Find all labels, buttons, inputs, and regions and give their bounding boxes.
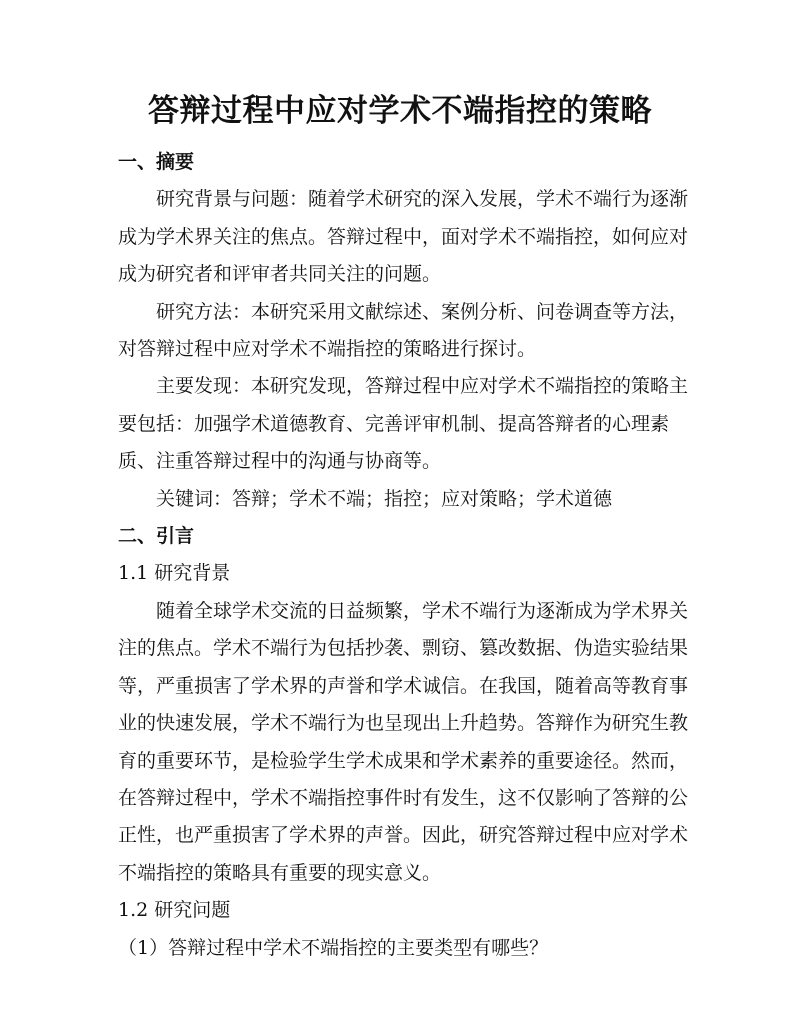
abstract-method-paragraph: 研究方法：本研究采用文献综述、案例分析、问卷调查等方法，对答辩过程中应对学术不端指控的策略进行探讨。 [118,300,689,361]
abstract-heading: 一、摘要 [118,151,195,173]
background-subheading: 1.1 研究背景 [118,562,231,585]
keywords-line: 关键词：答辩；学术不端；指控；应对策略；学术道德 [156,487,613,510]
question-subheading: 1.2 研究问题 [118,899,231,922]
background-paragraph: 随着全球学术交流的日益频繁，学术不端行为逐渐成为学术界关注的焦点。学术不端行为包括抄袭、剽窃、篡改数据、伪造实验结果等，严重损害了学术界的声誉和学术诚信。在我国，随着高等教育事业的快速发展，学术不端行为也呈现出上升趋势。答辩作为研究生教育的重要环节，是检验学生学术成果和学术素养的重要途径。然而，在答辩过程中，学术不端指控事件时有发生，这不仅影响了答辩的公正性，也严重损害了学术界的声誉。因此，研究答辩过程中应对学术不端指控的策略具有重要的现实意义。 [118,599,689,884]
document-body [118,144,690,967]
abstract-findings-paragraph: 主要发现：本研究发现，答辩过程中应对学术不端指控的策略主要包括：加强学术道德教育、完善评审机制、提高答辩者的心理素质、注重答辩过程中的沟通与协商等。 [118,375,689,473]
question-item-1: （1）答辩过程中学术不端指控的主要类型有哪些？ [118,936,549,959]
document-title: 答辩过程中应对学术不端指控的策略 [148,93,652,129]
intro-heading: 二、引言 [118,525,195,548]
abstract-background-paragraph: 研究背景与问题：随着学术研究的深入发展，学术不端行为逐渐成为学术界关注的焦点。答辩过程中，面对学术不端指控，如何应对成为研究者和评审者共同关注的问题。 [118,188,689,286]
